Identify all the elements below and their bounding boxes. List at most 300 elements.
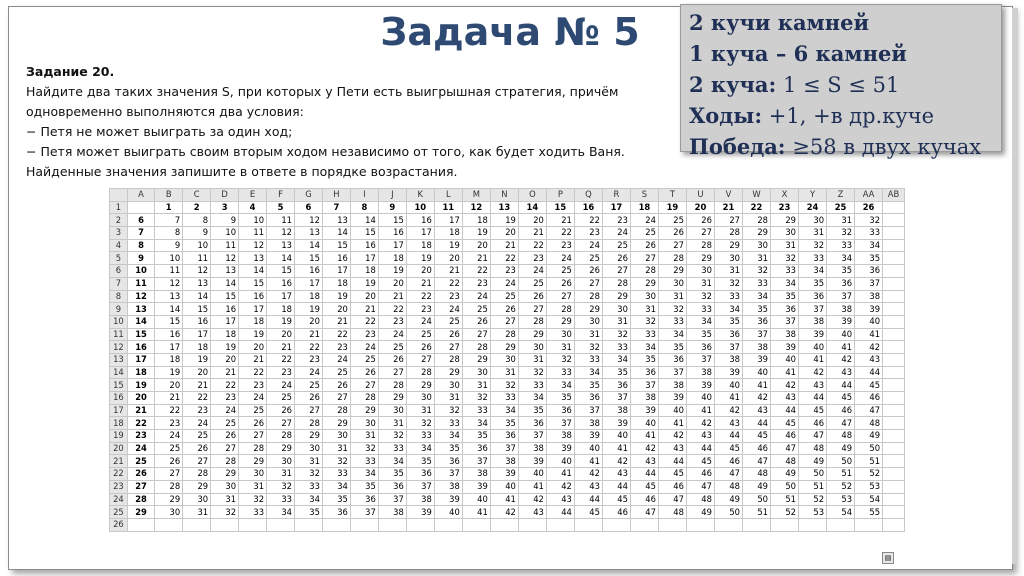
cell-sum[interactable]: 10 xyxy=(239,214,267,227)
cell-sum[interactable]: 22 xyxy=(518,239,546,252)
cell-sum[interactable]: 47 xyxy=(658,493,686,506)
cell-sum[interactable]: 31 xyxy=(518,353,546,366)
cell-sum[interactable]: 17 xyxy=(294,277,322,290)
cell-sum[interactable]: 39 xyxy=(434,493,462,506)
cell[interactable] xyxy=(883,493,905,506)
cell[interactable] xyxy=(127,518,154,531)
cell-sum[interactable]: 40 xyxy=(574,442,602,455)
cell-sum[interactable]: 35 xyxy=(378,468,406,481)
cell-sum[interactable]: 20 xyxy=(267,328,295,341)
cell[interactable] xyxy=(883,277,905,290)
cell-sum[interactable]: 24 xyxy=(322,353,350,366)
cell-sum[interactable]: 39 xyxy=(518,455,546,468)
cell-sum[interactable]: 30 xyxy=(686,265,714,278)
cell[interactable] xyxy=(574,518,602,531)
cell-sum[interactable]: 12 xyxy=(183,265,211,278)
cell-sum[interactable]: 22 xyxy=(490,252,518,265)
cell-sum[interactable]: 33 xyxy=(239,506,267,519)
cell-sum[interactable]: 26 xyxy=(183,442,211,455)
cell-sum[interactable]: 28 xyxy=(574,290,602,303)
cell-sum[interactable]: 21 xyxy=(183,379,211,392)
cell-sum[interactable]: 34 xyxy=(267,506,295,519)
cell-sum[interactable]: 34 xyxy=(799,265,827,278)
cell-sum[interactable]: 31 xyxy=(239,480,267,493)
cell-sum[interactable]: 29 xyxy=(462,353,490,366)
cell-sum[interactable]: 17 xyxy=(378,239,406,252)
cell-sum[interactable]: 51 xyxy=(742,506,770,519)
cell-sum[interactable]: 30 xyxy=(771,227,799,240)
cell-sum[interactable]: 20 xyxy=(294,315,322,328)
cell-sum[interactable]: 30 xyxy=(322,430,350,443)
cell-sum[interactable]: 28 xyxy=(518,315,546,328)
cell-sum[interactable]: 17 xyxy=(211,315,239,328)
column-header[interactable]: U xyxy=(686,189,714,202)
cell-sum[interactable]: 34 xyxy=(855,239,883,252)
cell-sum[interactable]: 44 xyxy=(658,455,686,468)
cell-sum[interactable]: 21 xyxy=(434,265,462,278)
cell-sum[interactable]: 19 xyxy=(183,353,211,366)
cell-row-value[interactable]: 12 xyxy=(127,290,154,303)
cell-sum[interactable]: 15 xyxy=(155,315,183,328)
cell[interactable] xyxy=(771,518,799,531)
cell[interactable] xyxy=(883,315,905,328)
cell-sum[interactable]: 22 xyxy=(378,303,406,316)
cell-sum[interactable]: 33 xyxy=(799,252,827,265)
cell-sum[interactable]: 41 xyxy=(574,455,602,468)
cell-sum[interactable]: 33 xyxy=(462,404,490,417)
cell-sum[interactable]: 24 xyxy=(294,366,322,379)
cell-sum[interactable]: 9 xyxy=(211,214,239,227)
cell-sum[interactable]: 46 xyxy=(827,404,855,417)
cell[interactable] xyxy=(490,518,518,531)
cell-sum[interactable]: 40 xyxy=(855,315,883,328)
cell-sum[interactable]: 36 xyxy=(546,404,574,417)
cell-sum[interactable]: 48 xyxy=(771,455,799,468)
cell-sum[interactable]: 33 xyxy=(406,430,434,443)
cell-sum[interactable]: 30 xyxy=(799,214,827,227)
cell-sum[interactable]: 34 xyxy=(406,442,434,455)
cell[interactable] xyxy=(883,214,905,227)
cell[interactable] xyxy=(883,442,905,455)
cell-sum[interactable]: 32 xyxy=(518,366,546,379)
cell-sum[interactable]: 44 xyxy=(546,506,574,519)
cell-header-value[interactable]: 9 xyxy=(378,201,406,214)
cell-sum[interactable]: 47 xyxy=(771,442,799,455)
cell-sum[interactable]: 43 xyxy=(658,442,686,455)
cell-sum[interactable]: 28 xyxy=(322,404,350,417)
cell-sum[interactable]: 44 xyxy=(827,379,855,392)
cell-sum[interactable]: 14 xyxy=(267,252,295,265)
cell-sum[interactable]: 23 xyxy=(239,379,267,392)
cell-sum[interactable]: 17 xyxy=(434,214,462,227)
cell-sum[interactable]: 16 xyxy=(350,239,378,252)
cell-sum[interactable]: 19 xyxy=(155,366,183,379)
cell-sum[interactable]: 21 xyxy=(155,392,183,405)
cell-sum[interactable]: 27 xyxy=(183,455,211,468)
cell-sum[interactable]: 25 xyxy=(546,265,574,278)
cell-sum[interactable]: 18 xyxy=(434,227,462,240)
cell-sum[interactable]: 32 xyxy=(546,353,574,366)
cell-sum[interactable]: 26 xyxy=(658,227,686,240)
cell-sum[interactable]: 22 xyxy=(294,341,322,354)
cell-sum[interactable]: 18 xyxy=(350,265,378,278)
cell-sum[interactable]: 23 xyxy=(462,277,490,290)
cell-sum[interactable]: 39 xyxy=(546,442,574,455)
cell[interactable] xyxy=(658,518,686,531)
cell-sum[interactable]: 31 xyxy=(294,455,322,468)
cell-sum[interactable]: 30 xyxy=(630,290,658,303)
cell-sum[interactable]: 19 xyxy=(294,303,322,316)
cell[interactable] xyxy=(546,518,574,531)
cell-sum[interactable]: 36 xyxy=(630,366,658,379)
row-header[interactable]: 22 xyxy=(110,468,128,481)
row-header[interactable]: 3 xyxy=(110,227,128,240)
cell-sum[interactable]: 33 xyxy=(434,417,462,430)
cell-row-value[interactable]: 6 xyxy=(127,214,154,227)
cell-sum[interactable]: 14 xyxy=(155,303,183,316)
cell-sum[interactable]: 44 xyxy=(771,404,799,417)
cell-sum[interactable]: 41 xyxy=(630,430,658,443)
cell-sum[interactable]: 39 xyxy=(462,480,490,493)
cell-sum[interactable]: 27 xyxy=(350,379,378,392)
cell-sum[interactable]: 35 xyxy=(490,417,518,430)
cell-sum[interactable]: 24 xyxy=(490,277,518,290)
cell-sum[interactable]: 18 xyxy=(183,341,211,354)
cell-sum[interactable]: 32 xyxy=(211,506,239,519)
cell-row-value[interactable]: 22 xyxy=(127,417,154,430)
cell-sum[interactable]: 28 xyxy=(155,480,183,493)
cell-sum[interactable]: 24 xyxy=(350,341,378,354)
cell-sum[interactable]: 35 xyxy=(322,493,350,506)
cell-sum[interactable]: 25 xyxy=(350,353,378,366)
row-header[interactable]: 14 xyxy=(110,366,128,379)
cell-sum[interactable]: 33 xyxy=(378,442,406,455)
cell-sum[interactable]: 38 xyxy=(714,353,742,366)
column-header[interactable]: C xyxy=(183,189,211,202)
cell-sum[interactable]: 50 xyxy=(827,455,855,468)
cell[interactable] xyxy=(350,518,378,531)
cell[interactable] xyxy=(267,518,295,531)
cell-sum[interactable]: 40 xyxy=(771,353,799,366)
cell-sum[interactable]: 49 xyxy=(742,480,770,493)
cell-sum[interactable]: 32 xyxy=(827,227,855,240)
cell-sum[interactable]: 42 xyxy=(686,417,714,430)
cell-sum[interactable]: 50 xyxy=(742,493,770,506)
cell-sum[interactable]: 28 xyxy=(294,417,322,430)
cell-sum[interactable]: 25 xyxy=(183,430,211,443)
cell-sum[interactable]: 33 xyxy=(350,455,378,468)
cell-sum[interactable]: 48 xyxy=(827,430,855,443)
cell-sum[interactable]: 28 xyxy=(239,442,267,455)
cell-sum[interactable]: 27 xyxy=(686,227,714,240)
row-header[interactable]: 11 xyxy=(110,328,128,341)
column-header[interactable]: Z xyxy=(827,189,855,202)
cell-sum[interactable]: 11 xyxy=(267,214,295,227)
cell-sum[interactable]: 26 xyxy=(322,379,350,392)
cell[interactable] xyxy=(462,518,490,531)
cell-sum[interactable]: 36 xyxy=(686,341,714,354)
cell-sum[interactable]: 40 xyxy=(658,404,686,417)
cell[interactable] xyxy=(686,518,714,531)
cell-sum[interactable]: 17 xyxy=(406,227,434,240)
cell-sum[interactable]: 29 xyxy=(630,277,658,290)
cell-sum[interactable]: 30 xyxy=(211,480,239,493)
cell-sum[interactable]: 26 xyxy=(462,315,490,328)
column-header[interactable]: D xyxy=(211,189,239,202)
cell-sum[interactable]: 33 xyxy=(855,227,883,240)
cell-sum[interactable]: 33 xyxy=(630,328,658,341)
cell-sum[interactable]: 40 xyxy=(462,493,490,506)
cell-sum[interactable]: 35 xyxy=(630,353,658,366)
cell-sum[interactable]: 36 xyxy=(322,506,350,519)
cell-sum[interactable]: 27 xyxy=(294,404,322,417)
cell-sum[interactable]: 37 xyxy=(686,353,714,366)
cell[interactable] xyxy=(883,328,905,341)
cell-sum[interactable]: 39 xyxy=(406,506,434,519)
cell-sum[interactable]: 40 xyxy=(686,392,714,405)
row-header[interactable]: 15 xyxy=(110,379,128,392)
cell-sum[interactable]: 23 xyxy=(546,239,574,252)
cell-sum[interactable]: 54 xyxy=(855,493,883,506)
cell-sum[interactable]: 20 xyxy=(322,303,350,316)
cell-sum[interactable]: 29 xyxy=(155,493,183,506)
cell-sum[interactable]: 37 xyxy=(406,480,434,493)
cell-sum[interactable]: 30 xyxy=(602,303,630,316)
cell-sum[interactable]: 34 xyxy=(602,353,630,366)
cell-sum[interactable]: 34 xyxy=(630,341,658,354)
cell-sum[interactable]: 31 xyxy=(574,328,602,341)
cell-sum[interactable]: 28 xyxy=(434,353,462,366)
cell-sum[interactable]: 14 xyxy=(350,214,378,227)
cell-sum[interactable]: 30 xyxy=(574,315,602,328)
cell-sum[interactable]: 29 xyxy=(322,417,350,430)
row-header[interactable]: 21 xyxy=(110,455,128,468)
cell-sum[interactable]: 49 xyxy=(714,493,742,506)
cell-sum[interactable]: 30 xyxy=(378,404,406,417)
cell-sum[interactable]: 41 xyxy=(462,506,490,519)
column-header[interactable]: J xyxy=(378,189,406,202)
cell-sum[interactable]: 13 xyxy=(183,277,211,290)
cell-sum[interactable]: 36 xyxy=(574,392,602,405)
cell-sum[interactable]: 28 xyxy=(462,341,490,354)
cell-sum[interactable]: 28 xyxy=(686,239,714,252)
cell-sum[interactable]: 24 xyxy=(406,315,434,328)
cell-sum[interactable]: 28 xyxy=(630,265,658,278)
cell-sum[interactable]: 30 xyxy=(490,353,518,366)
cell-sum[interactable]: 15 xyxy=(211,290,239,303)
cell-sum[interactable]: 39 xyxy=(574,430,602,443)
cell-sum[interactable]: 31 xyxy=(771,239,799,252)
cell-sum[interactable]: 44 xyxy=(799,392,827,405)
cell-row-value[interactable]: 7 xyxy=(127,227,154,240)
cell-sum[interactable]: 30 xyxy=(518,341,546,354)
row-header[interactable]: 26 xyxy=(110,518,128,531)
cell-sum[interactable]: 32 xyxy=(490,379,518,392)
column-header[interactable]: N xyxy=(490,189,518,202)
cell-sum[interactable]: 32 xyxy=(658,303,686,316)
cell-sum[interactable]: 23 xyxy=(518,252,546,265)
cell-sum[interactable]: 19 xyxy=(211,341,239,354)
cell[interactable] xyxy=(883,404,905,417)
cell-sum[interactable]: 19 xyxy=(406,252,434,265)
cell-sum[interactable]: 34 xyxy=(742,290,770,303)
cell-sum[interactable]: 38 xyxy=(855,290,883,303)
cell-sum[interactable]: 34 xyxy=(714,303,742,316)
cell-sum[interactable]: 31 xyxy=(827,214,855,227)
cell-sum[interactable]: 13 xyxy=(155,290,183,303)
cell-sum[interactable]: 21 xyxy=(490,239,518,252)
cell-sum[interactable]: 46 xyxy=(602,506,630,519)
cell-sum[interactable]: 49 xyxy=(827,442,855,455)
cell-sum[interactable]: 26 xyxy=(406,341,434,354)
cell-sum[interactable]: 46 xyxy=(686,468,714,481)
cell-sum[interactable]: 31 xyxy=(434,392,462,405)
cell-sum[interactable]: 39 xyxy=(602,417,630,430)
cell-sum[interactable]: 22 xyxy=(574,214,602,227)
cell-sum[interactable]: 26 xyxy=(546,277,574,290)
cell-sum[interactable]: 24 xyxy=(546,252,574,265)
cell-sum[interactable]: 49 xyxy=(771,468,799,481)
column-header[interactable]: G xyxy=(294,189,322,202)
cell-sum[interactable]: 35 xyxy=(574,379,602,392)
cell-sum[interactable]: 20 xyxy=(406,265,434,278)
row-header[interactable]: 9 xyxy=(110,303,128,316)
cell-sum[interactable]: 27 xyxy=(378,366,406,379)
cell-sum[interactable]: 31 xyxy=(602,315,630,328)
cell-sum[interactable]: 27 xyxy=(490,315,518,328)
cell-sum[interactable]: 33 xyxy=(827,239,855,252)
column-header[interactable]: X xyxy=(771,189,799,202)
cell-sum[interactable]: 24 xyxy=(518,265,546,278)
cell-sum[interactable]: 37 xyxy=(658,366,686,379)
cell-header-value[interactable]: 15 xyxy=(546,201,574,214)
cell-sum[interactable]: 46 xyxy=(714,455,742,468)
cell-sum[interactable]: 16 xyxy=(267,277,295,290)
cell-sum[interactable]: 11 xyxy=(211,239,239,252)
cell-sum[interactable]: 19 xyxy=(434,239,462,252)
cell-sum[interactable]: 16 xyxy=(239,290,267,303)
cell-sum[interactable]: 17 xyxy=(183,328,211,341)
cell[interactable] xyxy=(883,392,905,405)
cell-sum[interactable]: 38 xyxy=(406,493,434,506)
cell-sum[interactable]: 29 xyxy=(771,214,799,227)
cell-header-value[interactable]: 10 xyxy=(406,201,434,214)
cell-sum[interactable]: 36 xyxy=(855,265,883,278)
cell-sum[interactable]: 43 xyxy=(855,353,883,366)
cell-row-value[interactable]: 20 xyxy=(127,392,154,405)
cell-sum[interactable]: 31 xyxy=(322,442,350,455)
cell-row-value[interactable]: 18 xyxy=(127,366,154,379)
cell-sum[interactable]: 40 xyxy=(490,480,518,493)
column-header[interactable]: S xyxy=(630,189,658,202)
cell-sum[interactable]: 29 xyxy=(742,227,770,240)
row-header[interactable]: 5 xyxy=(110,252,128,265)
cell-sum[interactable]: 21 xyxy=(211,366,239,379)
cell-sum[interactable]: 11 xyxy=(239,227,267,240)
cell-sum[interactable]: 45 xyxy=(742,430,770,443)
cell-sum[interactable]: 55 xyxy=(855,506,883,519)
cell[interactable] xyxy=(827,518,855,531)
cell-sum[interactable]: 30 xyxy=(267,455,295,468)
cell[interactable] xyxy=(518,518,546,531)
cell-sum[interactable]: 23 xyxy=(378,315,406,328)
row-header[interactable]: 16 xyxy=(110,392,128,405)
cell-sum[interactable]: 51 xyxy=(855,455,883,468)
cell-sum[interactable]: 25 xyxy=(267,392,295,405)
cell-sum[interactable]: 27 xyxy=(518,303,546,316)
row-header[interactable]: 23 xyxy=(110,480,128,493)
cell-sum[interactable]: 19 xyxy=(350,277,378,290)
cell-sum[interactable]: 20 xyxy=(518,214,546,227)
row-header[interactable]: 17 xyxy=(110,404,128,417)
cell[interactable] xyxy=(883,303,905,316)
cell-sum[interactable]: 51 xyxy=(771,493,799,506)
cell-sum[interactable]: 43 xyxy=(827,366,855,379)
cell[interactable] xyxy=(602,518,630,531)
cell-sum[interactable]: 37 xyxy=(518,430,546,443)
cell-sum[interactable]: 31 xyxy=(350,430,378,443)
cell-sum[interactable]: 37 xyxy=(546,417,574,430)
cell-row-value[interactable]: 26 xyxy=(127,468,154,481)
cell-sum[interactable]: 23 xyxy=(406,303,434,316)
cell-sum[interactable]: 23 xyxy=(322,341,350,354)
cell-sum[interactable]: 30 xyxy=(239,468,267,481)
cell-sum[interactable]: 40 xyxy=(714,379,742,392)
cell-sum[interactable]: 24 xyxy=(211,404,239,417)
cell-sum[interactable]: 36 xyxy=(799,290,827,303)
cell-sum[interactable]: 12 xyxy=(155,277,183,290)
cell-sum[interactable]: 20 xyxy=(378,277,406,290)
cell-sum[interactable]: 36 xyxy=(462,442,490,455)
cell-sum[interactable]: 32 xyxy=(602,328,630,341)
cell-sum[interactable]: 32 xyxy=(294,468,322,481)
cell-sum[interactable]: 50 xyxy=(714,506,742,519)
cell-sum[interactable]: 15 xyxy=(239,277,267,290)
cell-sum[interactable]: 30 xyxy=(155,506,183,519)
cell-sum[interactable]: 25 xyxy=(518,277,546,290)
cell-sum[interactable]: 20 xyxy=(350,290,378,303)
cell-sum[interactable]: 46 xyxy=(855,392,883,405)
cell-sum[interactable]: 31 xyxy=(658,290,686,303)
cell-sum[interactable]: 27 xyxy=(406,353,434,366)
cell-header-value[interactable]: 4 xyxy=(239,201,267,214)
cell-sum[interactable]: 47 xyxy=(799,430,827,443)
row-header[interactable]: 18 xyxy=(110,417,128,430)
cell-sum[interactable]: 23 xyxy=(350,328,378,341)
cell-row-value[interactable]: 16 xyxy=(127,341,154,354)
column-header[interactable]: Y xyxy=(799,189,827,202)
cell-sum[interactable]: 17 xyxy=(239,303,267,316)
cell-sum[interactable]: 49 xyxy=(855,430,883,443)
cell-sum[interactable]: 37 xyxy=(799,303,827,316)
row-header[interactable]: 10 xyxy=(110,315,128,328)
cell-sum[interactable]: 17 xyxy=(350,252,378,265)
cell-sum[interactable]: 14 xyxy=(239,265,267,278)
cell-sum[interactable]: 22 xyxy=(322,328,350,341)
cell-sum[interactable]: 7 xyxy=(155,214,183,227)
cell-sum[interactable]: 43 xyxy=(799,379,827,392)
cell-sum[interactable]: 43 xyxy=(771,392,799,405)
cell-sum[interactable]: 13 xyxy=(294,227,322,240)
cell-sum[interactable]: 12 xyxy=(294,214,322,227)
cell-sum[interactable]: 45 xyxy=(855,379,883,392)
cell-sum[interactable]: 42 xyxy=(799,366,827,379)
cell-sum[interactable]: 37 xyxy=(574,404,602,417)
cell[interactable] xyxy=(322,518,350,531)
cell-sum[interactable]: 26 xyxy=(434,328,462,341)
cell-sum[interactable]: 28 xyxy=(742,214,770,227)
cell-sum[interactable]: 33 xyxy=(267,493,295,506)
